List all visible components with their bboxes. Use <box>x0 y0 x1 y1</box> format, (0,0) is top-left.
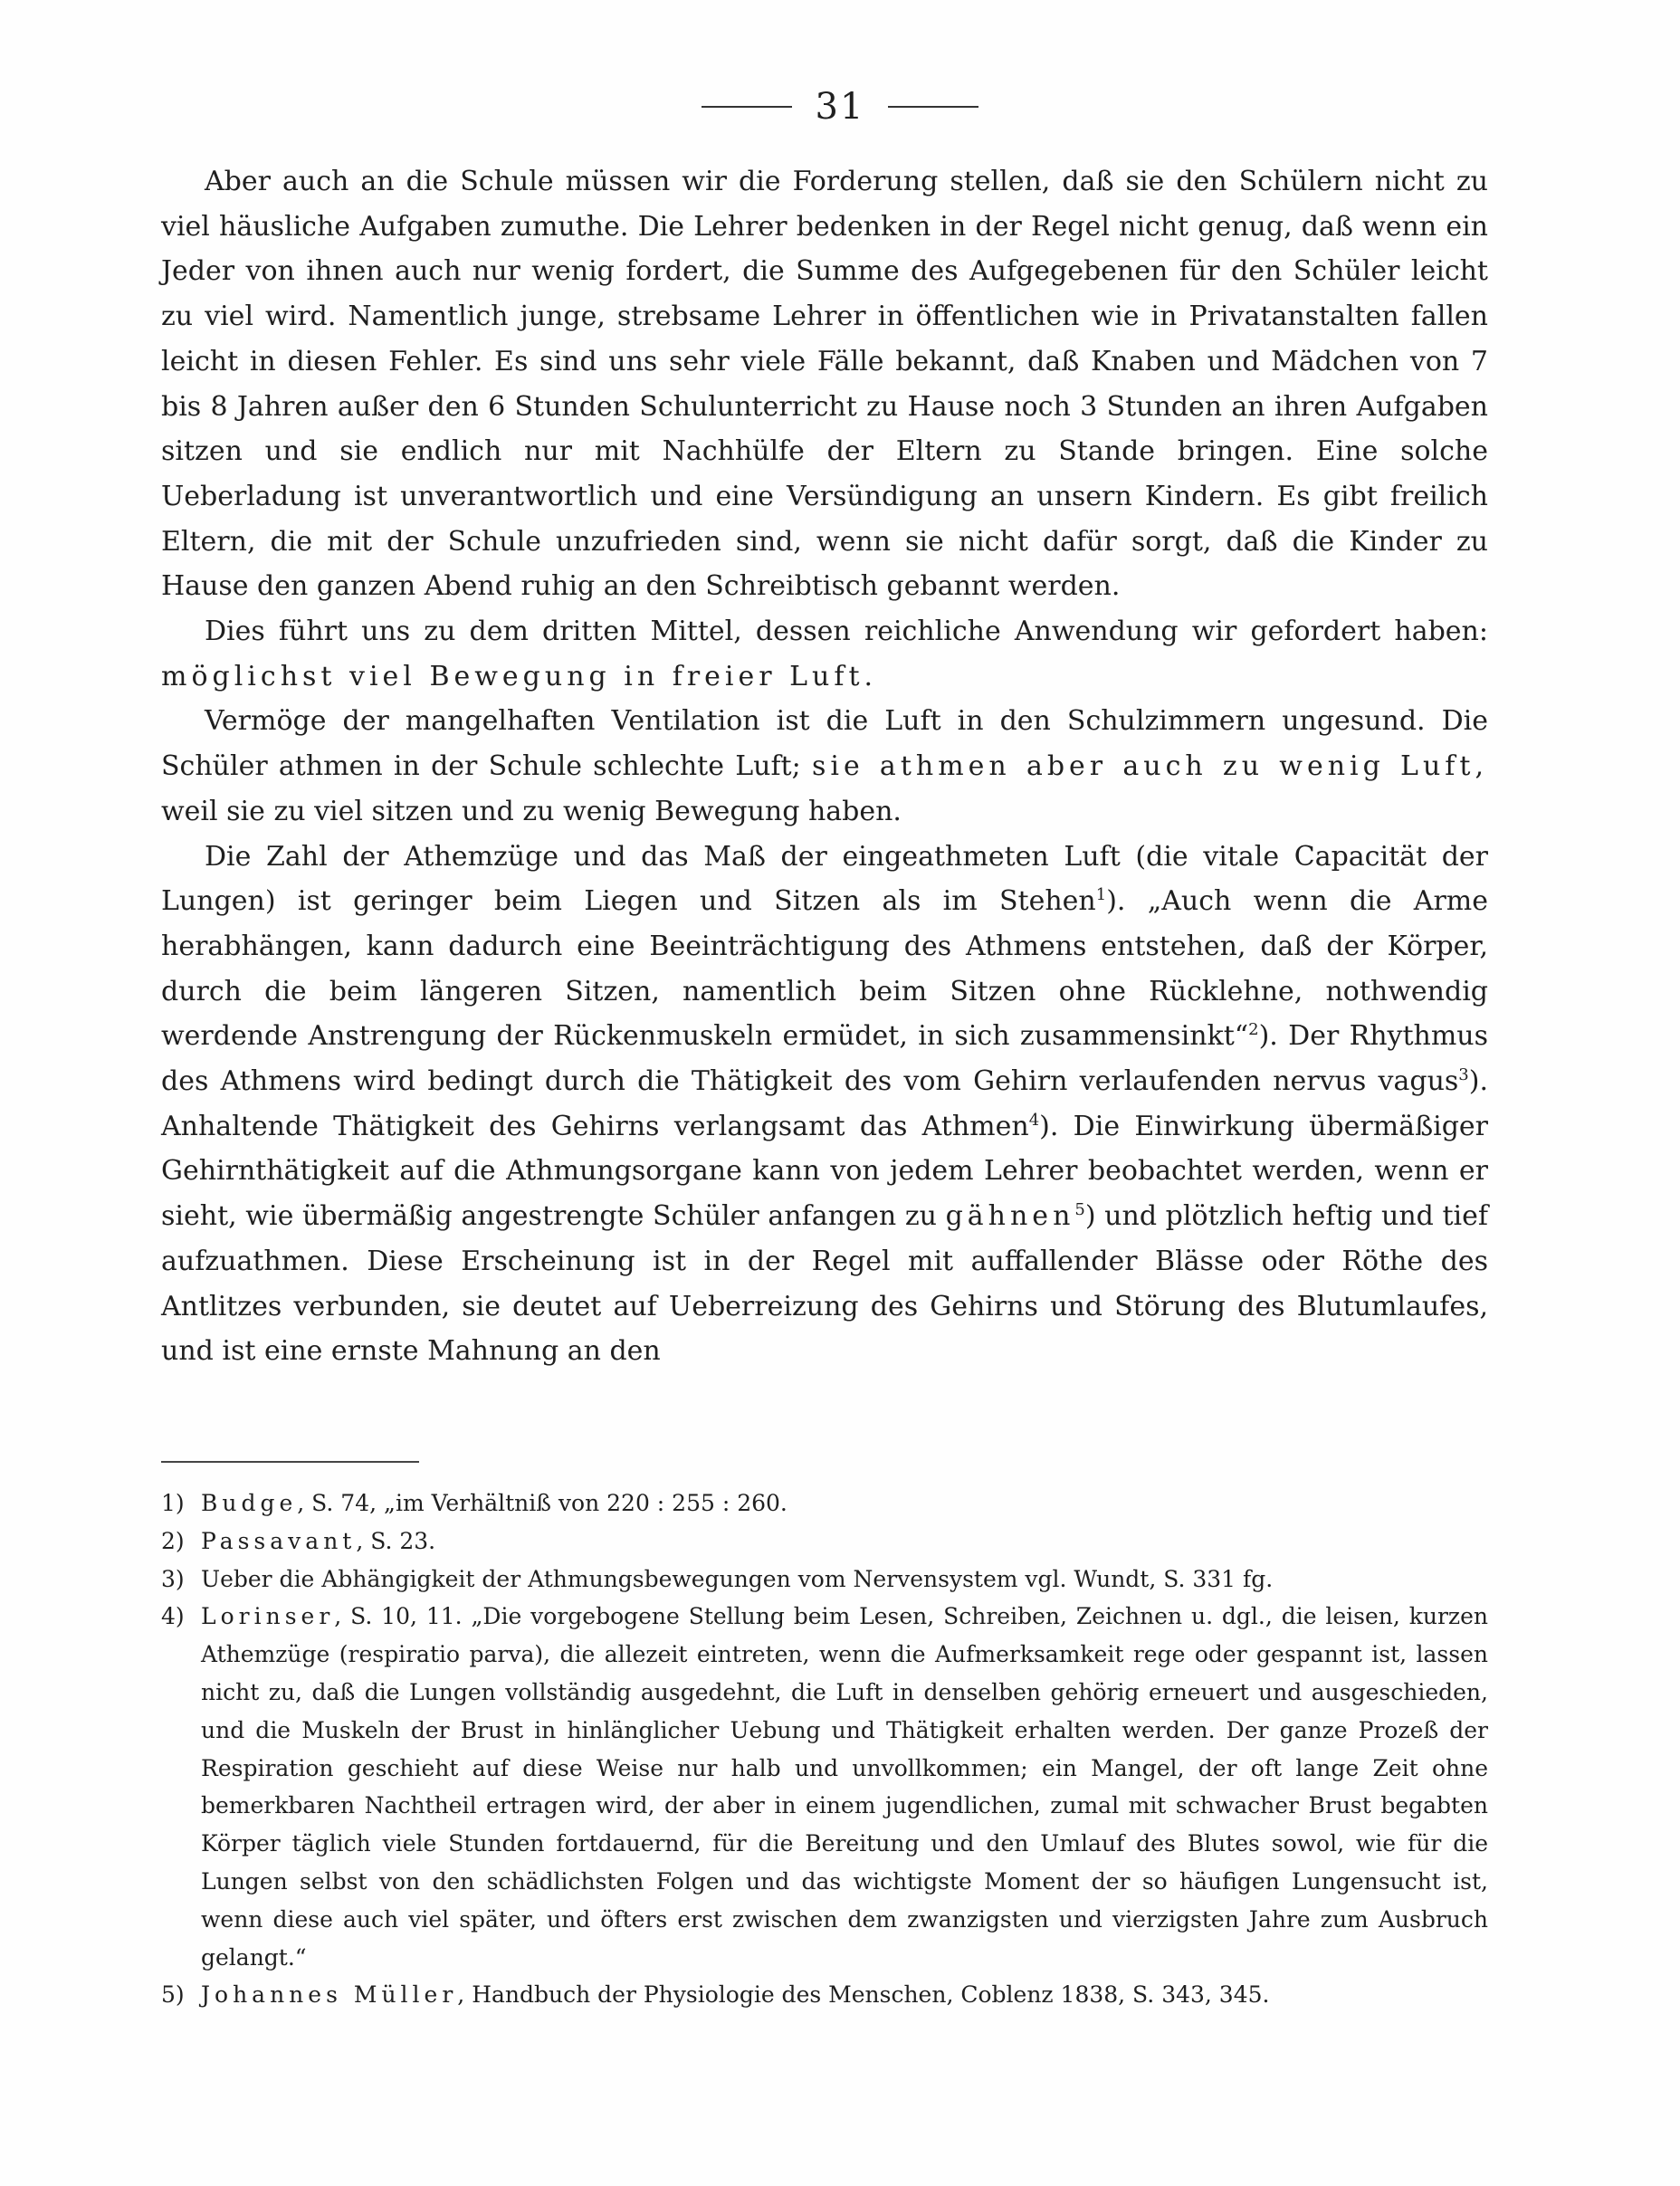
footnote-mark: 2) <box>161 1527 185 1554</box>
emphasis-text: möglichst viel Bewegung in freier Luft. <box>161 660 878 692</box>
footnote-author: Budge <box>201 1490 298 1516</box>
paragraph-4-text: Die Zahl der Athemzüge und das Maß der eingeathmeten Luft (die vitale Capacität der Lungen) ist geringer beim Liegen und Sitzen als im Stehen <box>161 840 1488 918</box>
header-rule-right <box>888 106 978 108</box>
footnotes <box>161 1484 1488 2014</box>
emphasis-text: gähnen <box>945 1200 1075 1233</box>
paragraph-1 <box>161 159 1488 609</box>
footnote-ref: 4 <box>1028 1110 1040 1130</box>
footnote-ref: 1 <box>1095 885 1107 905</box>
footnote <box>161 1523 1488 1561</box>
footnote-ref: 2 <box>1248 1020 1259 1040</box>
paragraph-3-text-end: weil sie zu viel sitzen und zu wenig Bewegung haben. <box>161 795 902 827</box>
paragraph-2 <box>161 609 1488 699</box>
paragraph-1-text: Aber auch an die Schule müssen wir die Forderung stellen, daß sie den Schülern nicht zu viel häusliche Aufgaben zumuthe. Die Lehrer bedenken in der Regel nicht genug, daß wenn ein Jeder von ihnen auch nur wenig fordert, die Summe des Aufgegebenen für den Schüler leicht zu viel wird. Namentlich junge, strebsame Lehrer in öffentlichen wie in Privatanstalten fallen leicht in diesen Fehler. Es sind uns sehr viele Fälle bekannt, daß Knaben und Mädchen von 7 bis 8 Jahren außer den 6 Stunden Schulunterricht zu Hause noch 3 Stunden an ihren Aufgaben sitzen und sie endlich nur mit Nachhülfe der Eltern zu Stande bringen. Eine solche Ueberladung ist unverantwortlich und eine Versündigung an unsern Kindern. Es gibt freilich Eltern, die mit der Schule unzufrieden sind, wenn sie nicht dafür sorgt, daß die Kinder zu Hause den ganzen Abend ruhig an den Schreibtisch gebannt werden. <box>161 166 1488 603</box>
paragraph-3-text: Vermöge der mangelhaften Ventilation ist die Luft in den Schulzimmern ungesund. Die Schüler athmen in der Schule schlechte Luft; <box>161 705 1488 783</box>
footnote-mark: 3) <box>161 1565 185 1592</box>
page-header <box>0 80 1680 134</box>
paragraph-4-text: ). „Auch wenn die Arme herabhängen, kann dadurch eine Beeinträchtigung des Athmens entstehen, daß der Körper, durch die beim längeren Sitzen, namentlich beim Sitzen ohne Rücklehne, nothwendig werdende Anstrengung der Rückenmuskeln ermüdet, in sich zusammensinkt“ <box>161 885 1489 1053</box>
footnote-ref: 3 <box>1458 1065 1469 1085</box>
footnote <box>161 1598 1488 1976</box>
footnote-author: Lorinser <box>201 1603 335 1630</box>
footnote-text <box>201 1598 1488 1976</box>
paragraph-2-text: Dies führt uns zu dem dritten Mittel, dessen reichliche Anwendung wir gefordert haben: <box>205 616 1488 648</box>
footnote-body: Ueber die Abhängigkeit der Athmungsbewegungen vom Nervensystem vgl. Wundt, S. 331 fg. <box>201 1565 1274 1592</box>
footnote-body: , S. 23. <box>356 1527 436 1554</box>
footnote-text <box>201 1484 1488 1523</box>
paragraph-4-text: ). Die Einwirkung übermäßiger Gehirnthätigkeit auf die Athmungsorgane kann von jedem Lehrer beobachtet werden, wenn er sieht, wie übermäßig angestrengte Schüler anfangen zu <box>161 1110 1488 1233</box>
paragraph-3 <box>161 699 1488 834</box>
main-text <box>161 159 1488 1374</box>
footnote-author: Passavant <box>201 1527 357 1554</box>
paragraph-4-text: ). Anhaltende Thätigkeit des Gehirns verlangsamt das Athmen <box>161 1065 1488 1142</box>
footnote-text <box>201 1523 1488 1561</box>
paragraph-4-text: ). Der Rhythmus des Athmens wird bedingt durch die Thätigkeit des vom Gehirn verlaufenden nervus vagus <box>161 1020 1488 1098</box>
footnote <box>161 1976 1488 2014</box>
footnote <box>161 1561 1488 1599</box>
footnote-mark: 5) <box>161 1981 185 2009</box>
footnote-author: Johannes Müller <box>201 1981 458 2009</box>
footnote-mark: 4) <box>161 1603 185 1630</box>
footnote-body: , Handbuch der Physiologie des Menschen, Coblenz 1838, S. 343, 345. <box>457 1981 1270 2009</box>
emphasis-text: sie athmen aber auch zu wenig Luft, <box>811 750 1488 783</box>
footnote-body: , S. 10, 11. „Die vorgebogene Stellung beim Lesen, Schreiben, Zeichnen u. dgl., die leisen, kurzen Athemzüge (respiratio parva), die allezeit eintreten, wenn die Aufmerksamkeit rege oder gespannt ist, lassen nicht zu, daß die Lungen vollständig ausgedehnt, die Luft in denselben gehörig erneuert und ausgeschieden, und die Muskeln der Brust in hinlänglicher Uebung und Thätigkeit erhalten werden. Der ganze Prozeß der Respiration geschieht auf diese Weise nur halb und unvollkommen; ein Mangel, der oft lange Zeit ohne bemerkbaren Nachtheil ertragen wird, der aber in einem jugendlichen, zumal mit schwacher Brust begabten Körper täglich viele Stunden fortdauernd, für die Bereitung und den Umlauf des Blutes sowol, wie für die Lungen selbst von den schädlichsten Folgen und das wichtigste Moment der so häufigen Lungensucht ist, wenn diese auch viel später, und öfters erst zwischen dem zwanzigsten und vierzigsten Jahre zum Ausbruch gelangt.“ <box>201 1603 1488 1971</box>
footnote-text <box>201 1561 1488 1599</box>
paragraph-4 <box>161 835 1488 1374</box>
footnote-body: , S. 74, „im Verhältniß von 220 : 255 : 260. <box>297 1490 788 1516</box>
paragraph-4-text: ) und plötzlich heftig und tief aufzuathmen. Diese Erscheinung ist in der Regel mit auffallender Blässe oder Röthe des Antlitzes verbunden, sie deutet auf Ueberreizung des Gehirns und Störung des Blutumlaufes, und ist eine ernste Mahnung an den <box>161 1200 1488 1368</box>
footnote-ref: 5 <box>1074 1200 1085 1220</box>
header-rule-left <box>702 106 792 108</box>
page-number: 31 <box>815 86 865 128</box>
footnote-divider <box>161 1461 419 1463</box>
footnote-text <box>201 1976 1488 2014</box>
footnote <box>161 1484 1488 1523</box>
footnote-mark: 1) <box>161 1490 185 1516</box>
